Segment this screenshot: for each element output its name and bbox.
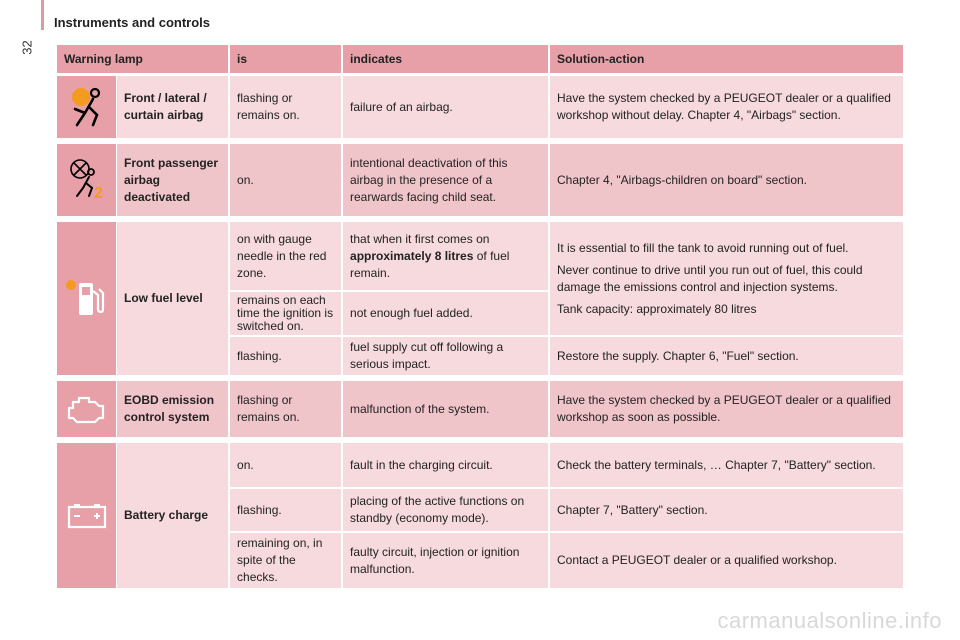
- battery-icon: [57, 443, 117, 588]
- battery-lamp-name: Battery charge: [117, 443, 230, 588]
- fuel-r1-indicates: [343, 222, 550, 290]
- engine-warning-icon: [57, 381, 117, 437]
- fuel-r2-is: remains on each time the ignition is switched on.: [230, 290, 343, 335]
- table-row: [57, 144, 903, 216]
- battery-r1-action: Check the battery terminals, … Chapter 7, "Battery" section.: [550, 443, 903, 487]
- battery-r3-indicates: faulty circuit, injection or ignition malfunction.: [343, 531, 550, 588]
- fuel-action: [550, 222, 903, 335]
- page-title: Instruments and controls: [54, 15, 211, 30]
- fuel-action-3: Tank capacity: approximately 80 litres: [557, 301, 757, 316]
- battery-r3-action: Contact a PEUGEOT dealer or a qualified workshop.: [550, 531, 903, 588]
- fuel-r3-is: flashing.: [230, 335, 343, 375]
- page-number: 32: [19, 40, 35, 55]
- watermark: carmanualsonline.info: [717, 608, 942, 633]
- table-row: [57, 76, 903, 138]
- warning-lamp-table: [57, 45, 903, 588]
- battery-r1-indicates: fault in the charging circuit.: [343, 443, 550, 487]
- fuel-action-2: Never continue to drive until you run out of fuel, this could damage the emissions control and injection systems.: [557, 262, 863, 294]
- fuel-action-1: It is essential to fill the tank to avoid running out of fuel.: [557, 240, 849, 255]
- airbag-lamp-name: Front / lateral / curtain airbag: [117, 76, 230, 138]
- airbag-is: flashing or remains on.: [230, 76, 343, 138]
- fuel-lamp-name: Low fuel level: [117, 222, 230, 375]
- table-row: [57, 443, 903, 487]
- passenger-action: Chapter 4, "Airbags-children on board" section.: [550, 144, 903, 216]
- header-solution-action: Solution-action: [550, 45, 903, 76]
- table-row: [57, 381, 903, 437]
- eobd-action: Have the system checked by a PEUGEOT dealer or a qualified workshop as soon as possible.: [550, 381, 903, 437]
- eobd-is: flashing or remains on.: [230, 381, 343, 437]
- margin-bar: [41, 0, 44, 30]
- table-row: [57, 222, 903, 290]
- eobd-indicates: malfunction of the system.: [343, 381, 550, 437]
- fuel-r3-indicates: fuel supply cut off following a serious impact.: [343, 335, 550, 375]
- battery-r2-is: flashing.: [230, 487, 343, 531]
- passenger-indicates: intentional deactivation of this airbag in the presence of a rearwards facing child seat.: [343, 144, 550, 216]
- airbag-indicates: failure of an airbag.: [343, 76, 550, 138]
- header-is: is: [230, 45, 343, 76]
- airbag-warning-icon: [57, 76, 117, 138]
- fuel-r1-is: on with gauge needle in the red zone.: [230, 222, 343, 290]
- low-fuel-icon: [57, 222, 117, 375]
- eobd-lamp-name: EOBD emission control system: [117, 381, 230, 437]
- passenger-lamp-name: Front passenger airbag deactivated: [117, 144, 230, 216]
- fuel-r2-indicates: not enough fuel added.: [343, 290, 550, 335]
- battery-r3-is: remaining on, in spite of the checks.: [230, 531, 343, 588]
- passenger-airbag-off-icon: [57, 144, 117, 216]
- passenger-is: on.: [230, 144, 343, 216]
- svg-text:2: 2: [93, 185, 103, 202]
- fuel-r1-ind-b: approximately 8 litres: [350, 248, 474, 263]
- battery-r1-is: on.: [230, 443, 343, 487]
- table-header-row: [57, 45, 903, 76]
- fuel-r1-ind-c: of fuel remain.: [350, 248, 510, 280]
- header-warning-lamp: Warning lamp: [57, 45, 230, 76]
- battery-r2-indicates: placing of the active functions on standby (economy mode).: [343, 487, 550, 531]
- airbag-action: Have the system checked by a PEUGEOT dealer or a qualified workshop without delay. Chapter 4, "Airbags" section.: [550, 76, 903, 138]
- battery-r2-action: Chapter 7, "Battery" section.: [550, 487, 903, 531]
- fuel-r3-action: Restore the supply. Chapter 6, "Fuel" section.: [550, 335, 903, 375]
- header-indicates: indicates: [343, 45, 550, 76]
- fuel-r1-ind-a: that when it first comes on: [350, 231, 490, 246]
